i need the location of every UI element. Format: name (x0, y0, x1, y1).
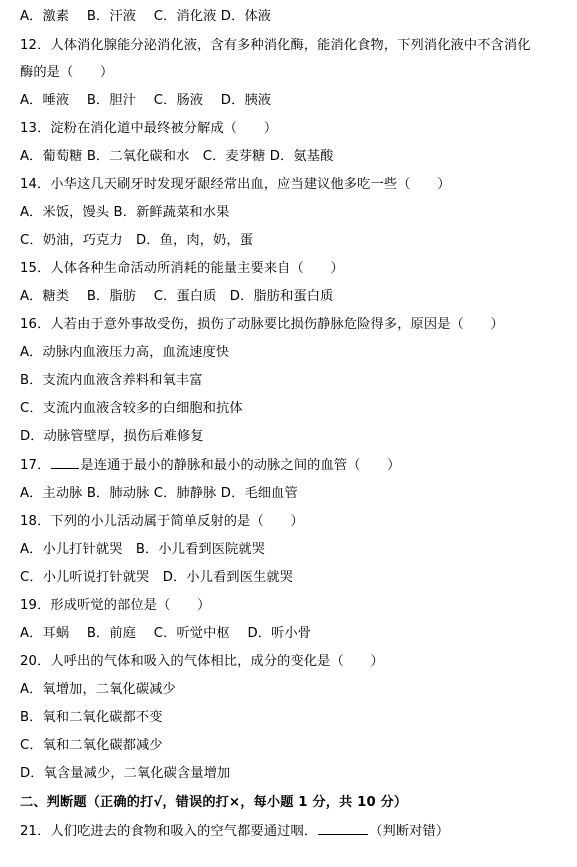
q21-answer-blank[interactable] (318, 822, 368, 835)
q12-stem: 12．人体消化腺能分泌消化液，含有多种消化酶，能消化食物，下列消化液中不含消化 (20, 38, 531, 53)
q20-option-c: C．氧和二氧化碳都减少 (20, 738, 163, 753)
q18-stem: 18．下列的小儿活动属于简单反射的是（ ） (20, 514, 304, 529)
q21-stem (20, 822, 569, 841)
q14-options-cd: C．奶油，巧克力 D．鱼，肉，奶，蛋 (20, 233, 254, 248)
q16-option-a: A．动脉内血液压力高，血流速度快 (20, 345, 230, 360)
q12-options: A．唾液 B．胆汁 C．肠液 D．胰液 (20, 93, 272, 108)
q20-option-d: D．氧含量减少，二氧化碳含量增加 (20, 766, 231, 781)
q14-stem: 14．小华这几天刷牙时发现牙龈经常出血，应当建议他多吃一些（ ） (20, 177, 451, 192)
q19-options: A．耳蜗 B．前庭 C．听觉中枢 D．听小骨 (20, 626, 312, 641)
q11-options: A．激素 B．汗液 C．消化液 D．体液 (20, 9, 272, 24)
q17-number: 17． (20, 458, 51, 473)
q20-stem: 20．人呼出的气体和吸入的气体相比，成分的变化是（ ） (20, 654, 384, 669)
q15-options: A．糖类 B．脂肪 C．蛋白质 D．脂肪和蛋白质 (20, 289, 334, 304)
q17-answer-blank[interactable] (51, 456, 79, 469)
q16-option-b: B．支流内血液含养料和氧丰富 (20, 373, 203, 388)
q17-options: A．主动脉 B．肺动脉 C．肺静脉 D．毛细血管 (20, 486, 298, 501)
q13-options: A．葡萄糖 B．二氧化碳和水 C．麦芽糖 D．氨基酸 (20, 149, 334, 164)
q13-stem: 13．淀粉在消化道中最终被分解成（ ） (20, 121, 278, 136)
q16-option-c: C．支流内血液含较多的白细胞和抗体 (20, 401, 243, 416)
q18-options-ab: A．小儿打针就哭 B．小儿看到医院就哭 (20, 542, 266, 557)
q16-stem: 16．人若由于意外事故受伤，损伤了动脉要比损伤静脉危险得多，原因是（ ） (20, 317, 504, 332)
q16-option-d: D．动脉管壁厚，损伤后难修复 (20, 429, 204, 444)
q12-stem-continued: 酶的是（ ） (20, 65, 114, 80)
q19-stem: 19．形成听觉的部位是（ ） (20, 598, 211, 613)
q18-options-cd: C．小儿听说打针就哭 D．小儿看到医生就哭 (20, 570, 294, 585)
section-two-heading: 二、判断题（正确的打√，错误的打×，每小题 1 分，共 10 分） (20, 795, 408, 810)
q21-instruction: （判断对错） (369, 824, 450, 839)
q21-stem-text: 21．人们吃进去的食物和吸入的空气都要通过咽． (20, 824, 318, 839)
q15-stem: 15．人体各种生命活动所消耗的能量主要来自（ ） (20, 261, 344, 276)
q17-stem (20, 456, 569, 475)
q14-options-ab: A．米饭，馒头 B．新鲜蔬菜和水果 (20, 205, 230, 220)
q20-option-b: B．氧和二氧化碳都不变 (20, 710, 163, 725)
q20-option-a: A．氧增加，二氧化碳减少 (20, 682, 176, 697)
q17-stem-text: 是连通于最小的静脉和最小的动脉之间的血管（ ） (80, 458, 401, 473)
